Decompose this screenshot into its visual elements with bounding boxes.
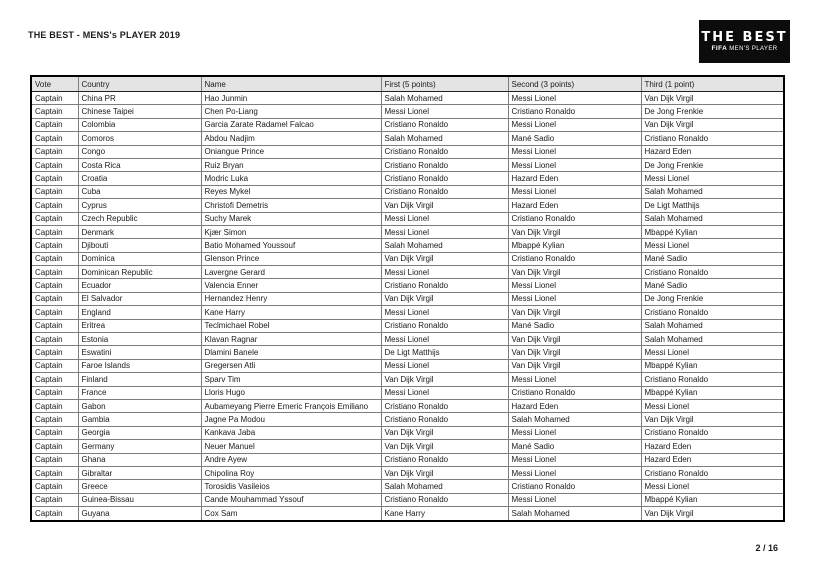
vote-cell: Captain — [31, 306, 78, 319]
vote-cell: Captain — [31, 252, 78, 265]
country-cell: Guinea-Bissau — [78, 493, 201, 506]
vote-cell: Captain — [31, 386, 78, 399]
name-cell: Gregersen Atli — [201, 359, 381, 372]
third-cell: Mbappé Kylian — [641, 386, 784, 399]
header-third: Third (1 point) — [641, 76, 784, 92]
name-cell: Torosidis Vasileios — [201, 480, 381, 493]
first-cell: Messi Lionel — [381, 225, 508, 238]
second-cell: Cristiano Ronaldo — [508, 105, 641, 118]
second-cell: Messi Lionel — [508, 453, 641, 466]
name-cell: Hernandez Henry — [201, 292, 381, 305]
first-cell: Van Dijk Virgil — [381, 426, 508, 439]
name-cell: Hao Junmin — [201, 92, 381, 105]
second-cell: Hazard Eden — [508, 172, 641, 185]
table-row — [31, 480, 784, 493]
second-cell: Van Dijk Virgil — [508, 333, 641, 346]
name-cell: Valencia Enner — [201, 279, 381, 292]
second-cell: Mané Sadio — [508, 319, 641, 332]
table-row — [31, 239, 784, 252]
logo-subtitle — [712, 46, 778, 53]
first-cell: Cristiano Ronaldo — [381, 319, 508, 332]
table-row — [31, 333, 784, 346]
vote-cell: Captain — [31, 105, 78, 118]
name-cell: Chen Po-Liang — [201, 105, 381, 118]
third-cell: Cristiano Ronaldo — [641, 266, 784, 279]
name-cell: Kjær Simon — [201, 225, 381, 238]
third-cell: Messi Lionel — [641, 239, 784, 252]
third-cell: Cristiano Ronaldo — [641, 373, 784, 386]
third-cell: De Ligt Matthijs — [641, 199, 784, 212]
country-cell: Colombia — [78, 118, 201, 131]
name-cell: Cande Mouhammad Yssouf — [201, 493, 381, 506]
second-cell: Salah Mohamed — [508, 413, 641, 426]
first-cell: Cristiano Ronaldo — [381, 413, 508, 426]
vote-cell: Captain — [31, 185, 78, 198]
table-row — [31, 493, 784, 506]
third-cell: Messi Lionel — [641, 399, 784, 412]
first-cell: Cristiano Ronaldo — [381, 279, 508, 292]
name-cell: Suchy Marek — [201, 212, 381, 225]
second-cell: Messi Lionel — [508, 118, 641, 131]
country-cell: Czech Republic — [78, 212, 201, 225]
second-cell: Messi Lionel — [508, 493, 641, 506]
first-cell: De Ligt Matthijs — [381, 346, 508, 359]
logo-wordmark: THE BEST — [701, 29, 788, 46]
fifa-the-best-logo — [699, 20, 790, 63]
country-cell: Cyprus — [78, 199, 201, 212]
vote-cell: Captain — [31, 333, 78, 346]
first-cell: Salah Mohamed — [381, 480, 508, 493]
second-cell: Van Dijk Virgil — [508, 266, 641, 279]
table-row — [31, 252, 784, 265]
second-cell: Cristiano Ronaldo — [508, 252, 641, 265]
vote-cell: Captain — [31, 440, 78, 453]
name-cell: Glenson Prince — [201, 252, 381, 265]
vote-cell: Captain — [31, 118, 78, 131]
country-cell: Gibraltar — [78, 466, 201, 479]
name-cell: Lloris Hugo — [201, 386, 381, 399]
third-cell: Van Dijk Virgil — [641, 413, 784, 426]
table-header-row — [31, 76, 784, 92]
vote-cell: Captain — [31, 466, 78, 479]
table-row — [31, 453, 784, 466]
table-row — [31, 373, 784, 386]
name-cell: Klavan Ragnar — [201, 333, 381, 346]
name-cell: Abdou Nadjim — [201, 132, 381, 145]
second-cell: Messi Lionel — [508, 185, 641, 198]
second-cell: Messi Lionel — [508, 145, 641, 158]
third-cell: Cristiano Ronaldo — [641, 132, 784, 145]
country-cell: England — [78, 306, 201, 319]
first-cell: Cristiano Ronaldo — [381, 172, 508, 185]
table-row — [31, 359, 784, 372]
third-cell: Cristiano Ronaldo — [641, 306, 784, 319]
country-cell: Greece — [78, 480, 201, 493]
second-cell: Mané Sadio — [508, 440, 641, 453]
page-number: 2 / 16 — [755, 543, 778, 553]
country-cell: Gabon — [78, 399, 201, 412]
third-cell: Salah Mohamed — [641, 319, 784, 332]
country-cell: Djibouti — [78, 239, 201, 252]
vote-cell: Captain — [31, 426, 78, 439]
name-cell: Cox Sam — [201, 507, 381, 521]
vote-cell: Captain — [31, 319, 78, 332]
name-cell: Dlamini Banele — [201, 346, 381, 359]
second-cell: Van Dijk Virgil — [508, 346, 641, 359]
name-cell: Teclmichael Robel — [201, 319, 381, 332]
vote-cell: Captain — [31, 413, 78, 426]
first-cell: Salah Mohamed — [381, 92, 508, 105]
vote-cell: Captain — [31, 373, 78, 386]
name-cell: Jagne Pa Modou — [201, 413, 381, 426]
third-cell: Van Dijk Virgil — [641, 92, 784, 105]
vote-cell: Captain — [31, 480, 78, 493]
second-cell: Messi Lionel — [508, 292, 641, 305]
name-cell: Aubameyang Pierre Emeric François Emiliano — [201, 399, 381, 412]
first-cell: Cristiano Ronaldo — [381, 493, 508, 506]
vote-cell: Captain — [31, 493, 78, 506]
name-cell: Reyes Mykel — [201, 185, 381, 198]
table-row — [31, 266, 784, 279]
table-row — [31, 466, 784, 479]
table-row — [31, 92, 784, 105]
name-cell: Kane Harry — [201, 306, 381, 319]
vote-cell: Captain — [31, 453, 78, 466]
third-cell: De Jong Frenkie — [641, 158, 784, 171]
name-cell: Christofi Demetris — [201, 199, 381, 212]
vote-cell: Captain — [31, 199, 78, 212]
country-cell: Chinese Taipei — [78, 105, 201, 118]
first-cell: Van Dijk Virgil — [381, 440, 508, 453]
table-row — [31, 118, 784, 131]
third-cell: Hazard Eden — [641, 453, 784, 466]
name-cell: Oniangue Prince — [201, 145, 381, 158]
second-cell: Messi Lionel — [508, 279, 641, 292]
second-cell: Hazard Eden — [508, 399, 641, 412]
first-cell: Messi Lionel — [381, 306, 508, 319]
vote-cell: Captain — [31, 279, 78, 292]
second-cell: Mbappé Kylian — [508, 239, 641, 252]
first-cell: Van Dijk Virgil — [381, 292, 508, 305]
page-title: THE BEST - MENS's PLAYER 2019 — [28, 30, 181, 40]
country-cell: Denmark — [78, 225, 201, 238]
header-vote: Vote — [31, 76, 78, 92]
third-cell: Mané Sadio — [641, 279, 784, 292]
table-row — [31, 386, 784, 399]
country-cell: Gambia — [78, 413, 201, 426]
first-cell: Messi Lionel — [381, 105, 508, 118]
header-country: Country — [78, 76, 201, 92]
table-row — [31, 158, 784, 171]
country-cell: China PR — [78, 92, 201, 105]
third-cell: Messi Lionel — [641, 172, 784, 185]
third-cell: Messi Lionel — [641, 346, 784, 359]
third-cell: Mbappé Kylian — [641, 493, 784, 506]
country-cell: Dominican Republic — [78, 266, 201, 279]
name-cell: Andre Ayew — [201, 453, 381, 466]
table-row — [31, 292, 784, 305]
second-cell: Messi Lionel — [508, 158, 641, 171]
vote-cell: Captain — [31, 212, 78, 225]
table-row — [31, 185, 784, 198]
table-row — [31, 212, 784, 225]
vote-cell: Captain — [31, 225, 78, 238]
header-name: Name — [201, 76, 381, 92]
vote-cell: Captain — [31, 346, 78, 359]
country-cell: Ecuador — [78, 279, 201, 292]
name-cell: Kankava Jaba — [201, 426, 381, 439]
third-cell: Salah Mohamed — [641, 212, 784, 225]
vote-cell: Captain — [31, 239, 78, 252]
first-cell: Van Dijk Virgil — [381, 466, 508, 479]
table-row — [31, 413, 784, 426]
third-cell: Hazard Eden — [641, 145, 784, 158]
first-cell: Cristiano Ronaldo — [381, 158, 508, 171]
vote-cell: Captain — [31, 92, 78, 105]
third-cell: De Jong Frenkie — [641, 292, 784, 305]
country-cell: Faroe Islands — [78, 359, 201, 372]
third-cell: Van Dijk Virgil — [641, 507, 784, 521]
second-cell: Hazard Eden — [508, 199, 641, 212]
second-cell: Van Dijk Virgil — [508, 225, 641, 238]
country-cell: Estonia — [78, 333, 201, 346]
table-row — [31, 172, 784, 185]
name-cell: Modric Luka — [201, 172, 381, 185]
name-cell: Lavergne Gerard — [201, 266, 381, 279]
first-cell: Messi Lionel — [381, 212, 508, 225]
country-cell: Dominica — [78, 252, 201, 265]
country-cell: Guyana — [78, 507, 201, 521]
table-row — [31, 306, 784, 319]
vote-cell: Captain — [31, 292, 78, 305]
vote-cell: Captain — [31, 507, 78, 521]
country-cell: Eritrea — [78, 319, 201, 332]
vote-cell: Captain — [31, 158, 78, 171]
table-row — [31, 105, 784, 118]
second-cell: Van Dijk Virgil — [508, 359, 641, 372]
country-cell: France — [78, 386, 201, 399]
country-cell: Comoros — [78, 132, 201, 145]
first-cell: Cristiano Ronaldo — [381, 145, 508, 158]
third-cell: Cristiano Ronaldo — [641, 426, 784, 439]
table-row — [31, 199, 784, 212]
name-cell: Garcia Zarate Radamel Falcao — [201, 118, 381, 131]
table-row — [31, 346, 784, 359]
second-cell: Messi Lionel — [508, 426, 641, 439]
second-cell: Salah Mohamed — [508, 507, 641, 521]
votes-table — [30, 75, 785, 522]
first-cell: Van Dijk Virgil — [381, 199, 508, 212]
table-row — [31, 507, 784, 521]
country-cell: Ghana — [78, 453, 201, 466]
second-cell: Messi Lionel — [508, 466, 641, 479]
logo-subtitle-text: MEN'S PLAYER — [727, 45, 778, 52]
third-cell: Salah Mohamed — [641, 185, 784, 198]
vote-cell: Captain — [31, 399, 78, 412]
country-cell: El Salvador — [78, 292, 201, 305]
third-cell: Salah Mohamed — [641, 333, 784, 346]
first-cell: Cristiano Ronaldo — [381, 185, 508, 198]
second-cell: Cristiano Ronaldo — [508, 386, 641, 399]
header-first: First (5 points) — [381, 76, 508, 92]
country-cell: Eswatini — [78, 346, 201, 359]
table-row — [31, 440, 784, 453]
country-cell: Congo — [78, 145, 201, 158]
vote-cell: Captain — [31, 359, 78, 372]
country-cell: Cuba — [78, 185, 201, 198]
first-cell: Cristiano Ronaldo — [381, 453, 508, 466]
second-cell: Mané Sadio — [508, 132, 641, 145]
vote-cell: Captain — [31, 266, 78, 279]
third-cell: Messi Lionel — [641, 480, 784, 493]
second-cell: Messi Lionel — [508, 92, 641, 105]
third-cell: Hazard Eden — [641, 440, 784, 453]
third-cell: Van Dijk Virgil — [641, 118, 784, 131]
table-row — [31, 399, 784, 412]
first-cell: Salah Mohamed — [381, 132, 508, 145]
table-row — [31, 319, 784, 332]
first-cell: Cristiano Ronaldo — [381, 118, 508, 131]
country-cell: Georgia — [78, 426, 201, 439]
name-cell: Sparv Tim — [201, 373, 381, 386]
table-row — [31, 132, 784, 145]
third-cell: Mbappé Kylian — [641, 359, 784, 372]
third-cell: Cristiano Ronaldo — [641, 466, 784, 479]
name-cell: Batio Mohamed Youssouf — [201, 239, 381, 252]
first-cell: Messi Lionel — [381, 266, 508, 279]
vote-cell: Captain — [31, 172, 78, 185]
name-cell: Chipolina Roy — [201, 466, 381, 479]
vote-cell: Captain — [31, 132, 78, 145]
country-cell: Germany — [78, 440, 201, 453]
second-cell: Messi Lionel — [508, 373, 641, 386]
first-cell: Kane Harry — [381, 507, 508, 521]
first-cell: Messi Lionel — [381, 333, 508, 346]
header-second: Second (3 points) — [508, 76, 641, 92]
first-cell: Salah Mohamed — [381, 239, 508, 252]
first-cell: Van Dijk Virgil — [381, 252, 508, 265]
logo-fifa-text: FIFA — [711, 44, 728, 52]
third-cell: De Jong Frenkie — [641, 105, 784, 118]
country-cell: Finland — [78, 373, 201, 386]
country-cell: Costa Rica — [78, 158, 201, 171]
first-cell: Messi Lionel — [381, 386, 508, 399]
name-cell: Ruiz Bryan — [201, 158, 381, 171]
second-cell: Cristiano Ronaldo — [508, 212, 641, 225]
table-row — [31, 426, 784, 439]
first-cell: Van Dijk Virgil — [381, 373, 508, 386]
table-row — [31, 145, 784, 158]
table-row — [31, 225, 784, 238]
vote-cell: Captain — [31, 145, 78, 158]
name-cell: Neuer Manuel — [201, 440, 381, 453]
table-row — [31, 279, 784, 292]
first-cell: Cristiano Ronaldo — [381, 399, 508, 412]
country-cell: Croatia — [78, 172, 201, 185]
third-cell: Mané Sadio — [641, 252, 784, 265]
third-cell: Mbappé Kylian — [641, 225, 784, 238]
second-cell: Van Dijk Virgil — [508, 306, 641, 319]
second-cell: Cristiano Ronaldo — [508, 480, 641, 493]
first-cell: Messi Lionel — [381, 359, 508, 372]
